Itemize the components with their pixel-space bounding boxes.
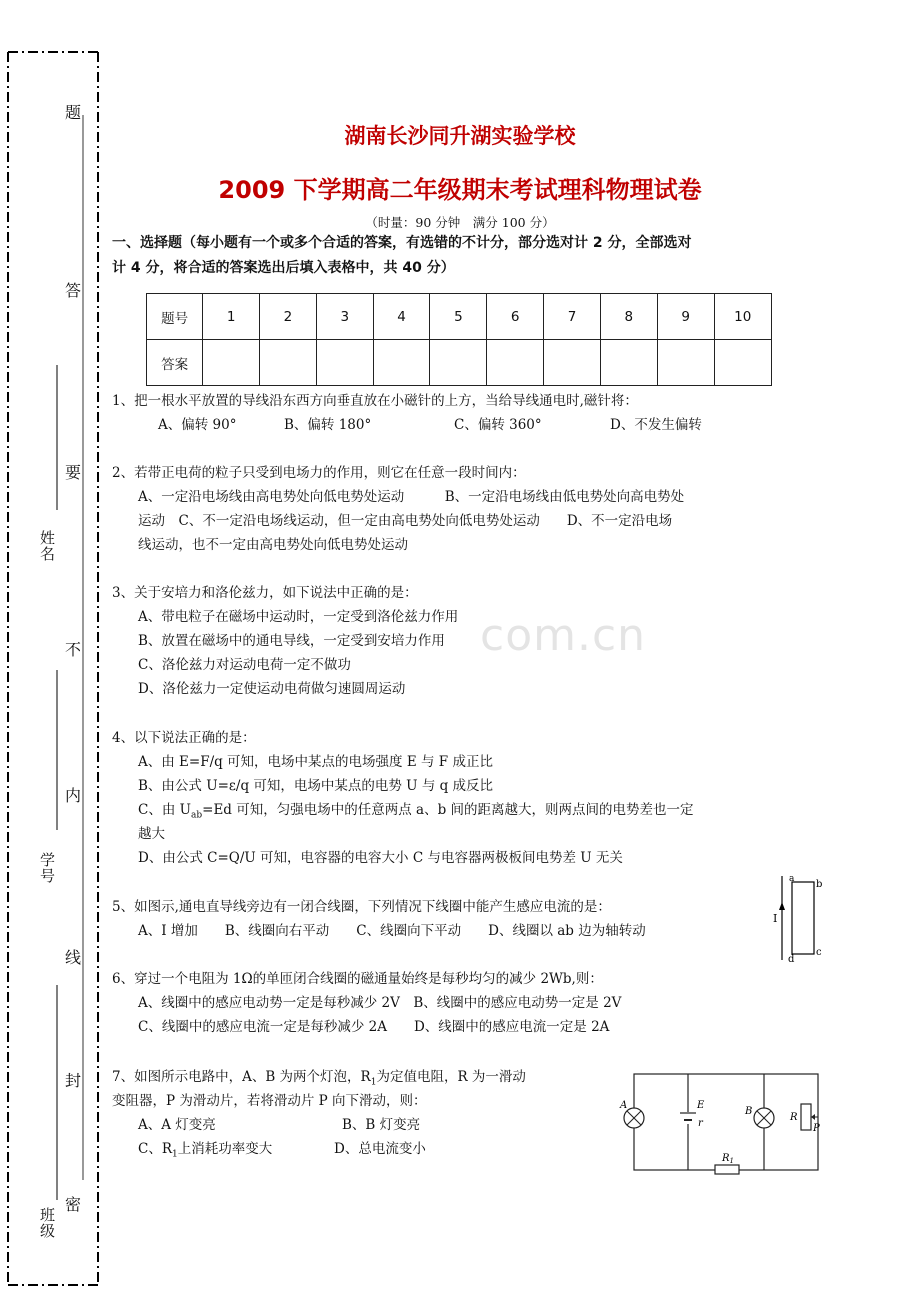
- option: D、总电流变小: [334, 1141, 426, 1157]
- question-stem: 4、以下说法正确的是：: [112, 730, 256, 746]
- option-text: C、R: [138, 1141, 172, 1157]
- binding-char: 要: [65, 463, 82, 482]
- fig-label-B: B: [745, 1106, 753, 1117]
- school-name: 湖南长沙同升湖实验学校: [344, 124, 576, 148]
- question-number-cell: 3: [316, 294, 373, 340]
- answer-cell[interactable]: [260, 340, 317, 386]
- fig-label-R1-main: R: [722, 1153, 730, 1164]
- answer-cell[interactable]: [373, 340, 430, 386]
- option: [138, 798, 694, 828]
- binding-char: 线: [65, 948, 82, 967]
- binding-char: 题: [65, 103, 82, 122]
- option: D、由公式 C=Q/U 可知，电容器的电容大小 C 与电容器两极板间电势差 U 无关: [138, 850, 623, 866]
- table-row: [147, 294, 772, 340]
- circuit-figure: [618, 1068, 828, 1176]
- fig-label-a: a: [789, 874, 795, 884]
- option: A、A 灯变亮: [138, 1117, 216, 1133]
- answer-cell[interactable]: [657, 340, 714, 386]
- option: D、不发生偏转: [610, 417, 702, 433]
- question-stem: 6、穿过一个电阻为 1Ω的单匝闭合线圈的磁通量始终是每秒均匀的减少 2Wb,则：: [112, 971, 603, 987]
- answer-cell[interactable]: [487, 340, 544, 386]
- option: A、由 E=F/q 可知，电场中某点的电场强度 E 与 F 成正比: [138, 754, 493, 770]
- binding-char: 密: [65, 1195, 82, 1214]
- option: A、带电粒子在磁场中运动时，一定受到洛伦兹力作用: [138, 609, 459, 625]
- section-heading: [112, 231, 792, 281]
- option: C、洛伦兹力对运动电荷一定不做功: [138, 657, 351, 673]
- option-text: C、由 U: [138, 802, 191, 818]
- question-number-cell: 10: [714, 294, 771, 340]
- table-header-cell: 题号: [147, 294, 203, 340]
- class-label: 班级: [38, 1207, 56, 1239]
- fig-label-E: E: [697, 1100, 705, 1111]
- option-line: C、线圈中的感应电流一定是每秒减少 2A D、线圈中的感应电流一定是 2A: [138, 1019, 610, 1035]
- fig-label-c: c: [816, 947, 822, 958]
- option-text: =Ed 可知，匀强电场中的任意两点 a、b 间的距离越大，则两点间的电势差也一定: [202, 802, 694, 818]
- option-continued: 越大: [138, 826, 165, 842]
- answer-cell[interactable]: [203, 340, 260, 386]
- option-text: 上消耗功率变大: [177, 1141, 273, 1157]
- fig-label-d: d: [788, 954, 795, 964]
- option: B、放置在磁场中的通电导线，一定受到安培力作用: [138, 633, 445, 649]
- option: D、洛伦兹力一定使运动电荷做匀速圆周运动: [138, 681, 406, 697]
- option-line: A、线圈中的感应电动势一定是每秒减少 2V B、线圈中的感应电动势一定是 2V: [138, 995, 622, 1011]
- option: A、偏转 90°: [158, 417, 237, 433]
- question-stem: 3、关于安培力和洛伦兹力，如下说法中正确的是：: [112, 585, 418, 601]
- answer-cell[interactable]: [714, 340, 771, 386]
- option-line: A、一定沿电场线由高电势处向低电势处运动 B、一定沿电场线由低电势处向高电势处: [138, 489, 685, 505]
- option: B、由公式 U=ε/q 可知，电场中某点的电势 U 与 q 成反比: [138, 778, 494, 794]
- binding-char: 不: [65, 640, 82, 659]
- subscript: 1: [172, 1149, 178, 1160]
- option-line: 运动 C、不一定沿电场线运动，但一定由高电势处向低电势处运动 D、不一定沿电场: [138, 513, 673, 529]
- fig-label-P: P: [813, 1123, 820, 1134]
- question-stem: 1、把一根水平放置的导线沿东西方向垂直放在小磁针的上方，当给导线通电时,磁针将：: [112, 393, 638, 409]
- option: B、偏转 180°: [284, 417, 372, 433]
- fig-label-r: r: [698, 1118, 703, 1129]
- name-label: 姓名: [38, 530, 56, 562]
- binding-char: 封: [65, 1071, 82, 1090]
- question-stem: 5、如图示,通电直导线旁边有一闭合线圈，下列情况下线圈中能产生感应电流的是：: [112, 899, 611, 915]
- table-header-cell: 答案: [147, 340, 203, 386]
- answer-cell[interactable]: [316, 340, 373, 386]
- question-number-cell: 8: [600, 294, 657, 340]
- stem-text: 为定值电阻，R 为一滑动: [376, 1069, 526, 1085]
- watermark: com.cn: [480, 610, 647, 661]
- exam-title: 2009 下学期高二年级期末考试理科物理试卷: [218, 176, 702, 204]
- section-line: 计 4 分，将合适的答案选出后填入表格中，共 40 分）: [112, 260, 455, 276]
- option: [138, 1137, 272, 1167]
- answer-cell[interactable]: [600, 340, 657, 386]
- option: B、B 灯变亮: [342, 1117, 421, 1133]
- table-row: [147, 340, 772, 386]
- question-stem: 2、若带正电荷的粒子只受到电场力的作用，则它在任意一段时间内：: [112, 465, 526, 481]
- fig-label-b: b: [816, 879, 823, 890]
- option: C、偏转 360°: [454, 417, 542, 433]
- subscript: 1: [370, 1077, 377, 1088]
- question-number-cell: 5: [430, 294, 487, 340]
- question-stem: 变阻器，P 为滑动片，若将滑动片 P 向下滑动，则：: [112, 1093, 427, 1109]
- student-no-label: 学号: [38, 852, 56, 884]
- wire-coil-figure: [770, 872, 830, 964]
- binding-char: 答: [65, 281, 82, 300]
- fig-label-I: I: [773, 912, 778, 925]
- question-number-cell: 1: [203, 294, 260, 340]
- exam-meta: （时量：90 分钟 满分 100 分）: [365, 215, 555, 230]
- fig-label-R: R: [790, 1112, 798, 1123]
- fig-label-R1: [721, 1153, 734, 1165]
- fig-label-R1-sub: 1: [729, 1157, 734, 1165]
- answer-table: [146, 293, 772, 386]
- subscript: ab: [191, 810, 203, 821]
- fig-label-A: A: [620, 1100, 628, 1111]
- question-number-cell: 6: [487, 294, 544, 340]
- answer-cell[interactable]: [544, 340, 601, 386]
- question-number-cell: 4: [373, 294, 430, 340]
- answer-cell[interactable]: [430, 340, 487, 386]
- question-number-cell: 2: [260, 294, 317, 340]
- question-number-cell: 7: [544, 294, 601, 340]
- stem-text: 7、如图所示电路中，A、B 为两个灯泡，R: [112, 1069, 371, 1085]
- section-line: 一、选择题（每小题有一个或多个合适的答案，有选错的不计分，部分选对计 2 分，全部选对: [112, 235, 692, 251]
- binding-char: 内: [65, 786, 82, 805]
- option-line: 线运动，也不一定由高电势处向低电势处运动: [138, 537, 408, 553]
- option-line: A、I 增加 B、线圈向右平动 C、线圈向下平动 D、线圈以 ab 边为轴转动: [138, 923, 646, 939]
- question-number-cell: 9: [657, 294, 714, 340]
